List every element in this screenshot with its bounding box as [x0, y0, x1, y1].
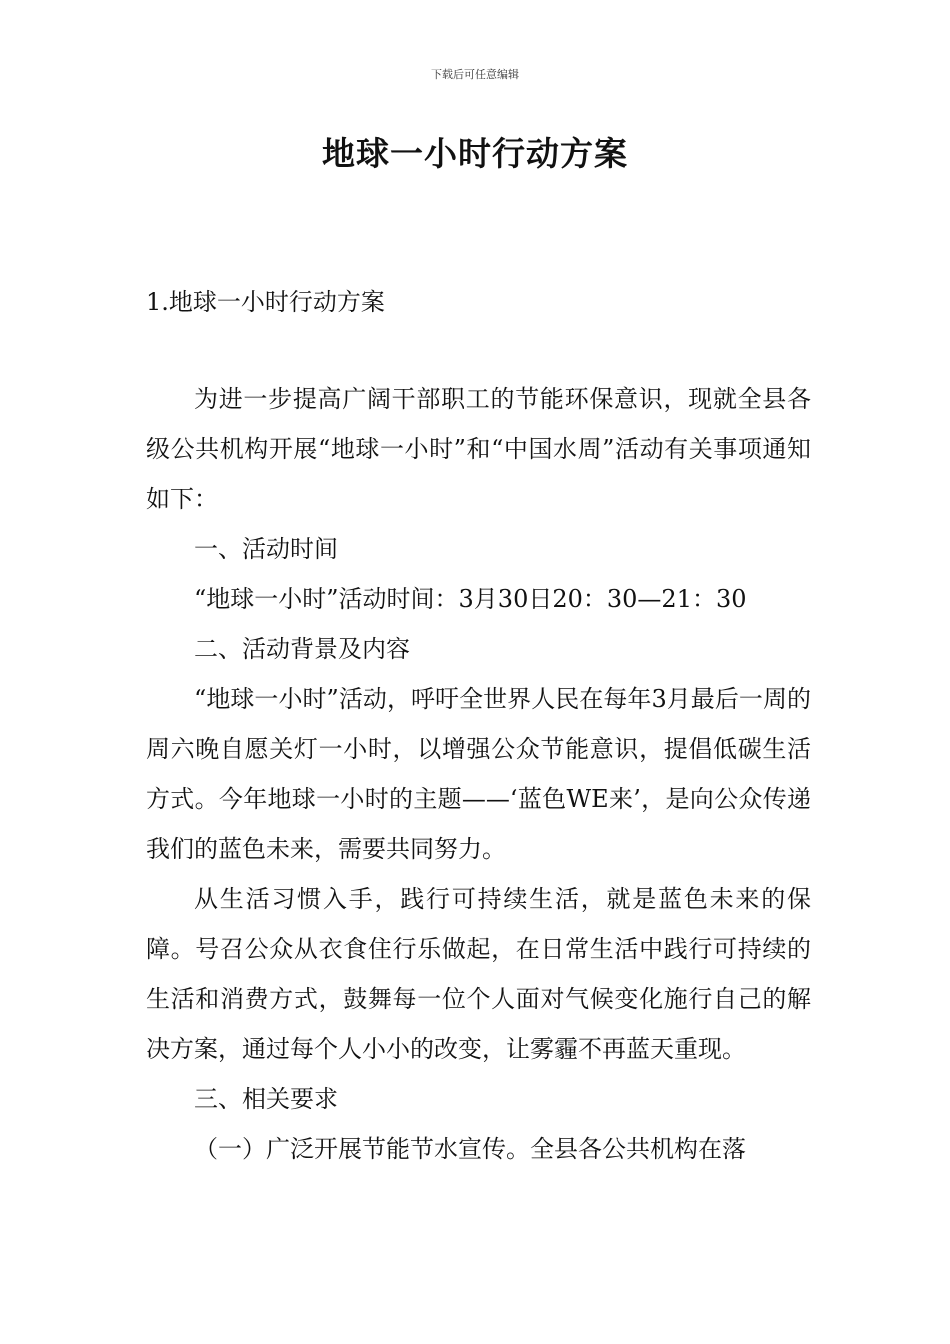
- header-note: 下载后可任意编辑: [431, 68, 519, 81]
- section-heading: 1.地球一小时行动方案: [146, 288, 385, 316]
- heading-activity-time: 一、活动时间: [194, 535, 338, 563]
- heading-background: 二、活动背景及内容: [194, 635, 410, 663]
- paragraph-intro: 为进一步提高广阔干部职工的节能环保意识，现就全县各级公共机构开展“地球一小时”和“中国水周”活动有关事项通知如下：: [146, 385, 811, 513]
- paragraph-background: “地球一小时”活动，呼吁全世界人民在每年3月最后一周的周六晚自愿关灯一小时，以增强公众节能意识，提倡低碳生活方式。今年地球一小时的主题——‘蓝色WE来’，是向公众传递我们的蓝色未来，需要共同努力。: [146, 685, 811, 863]
- heading-requirements: 三、相关要求: [194, 1085, 338, 1113]
- paragraph-requirement-1: （一）广泛开展节能节水宣传。全县各公共机构在落: [194, 1135, 746, 1163]
- document-body: [146, 374, 811, 1174]
- paragraph-lifestyle: 从生活习惯入手，践行可持续生活，就是蓝色未来的保障。号召公众从衣食住行乐做起，在日常生活中践行可持续的生活和消费方式，鼓舞每一位个人面对气候变化施行自己的解决方案，通过每个人小小的改变，让雾霾不再蓝天重现。: [146, 885, 811, 1063]
- paragraph-activity-time: “地球一小时”活动时间：3月30日20：30—21：30: [194, 585, 747, 613]
- document-title: 地球一小时行动方案: [322, 134, 628, 173]
